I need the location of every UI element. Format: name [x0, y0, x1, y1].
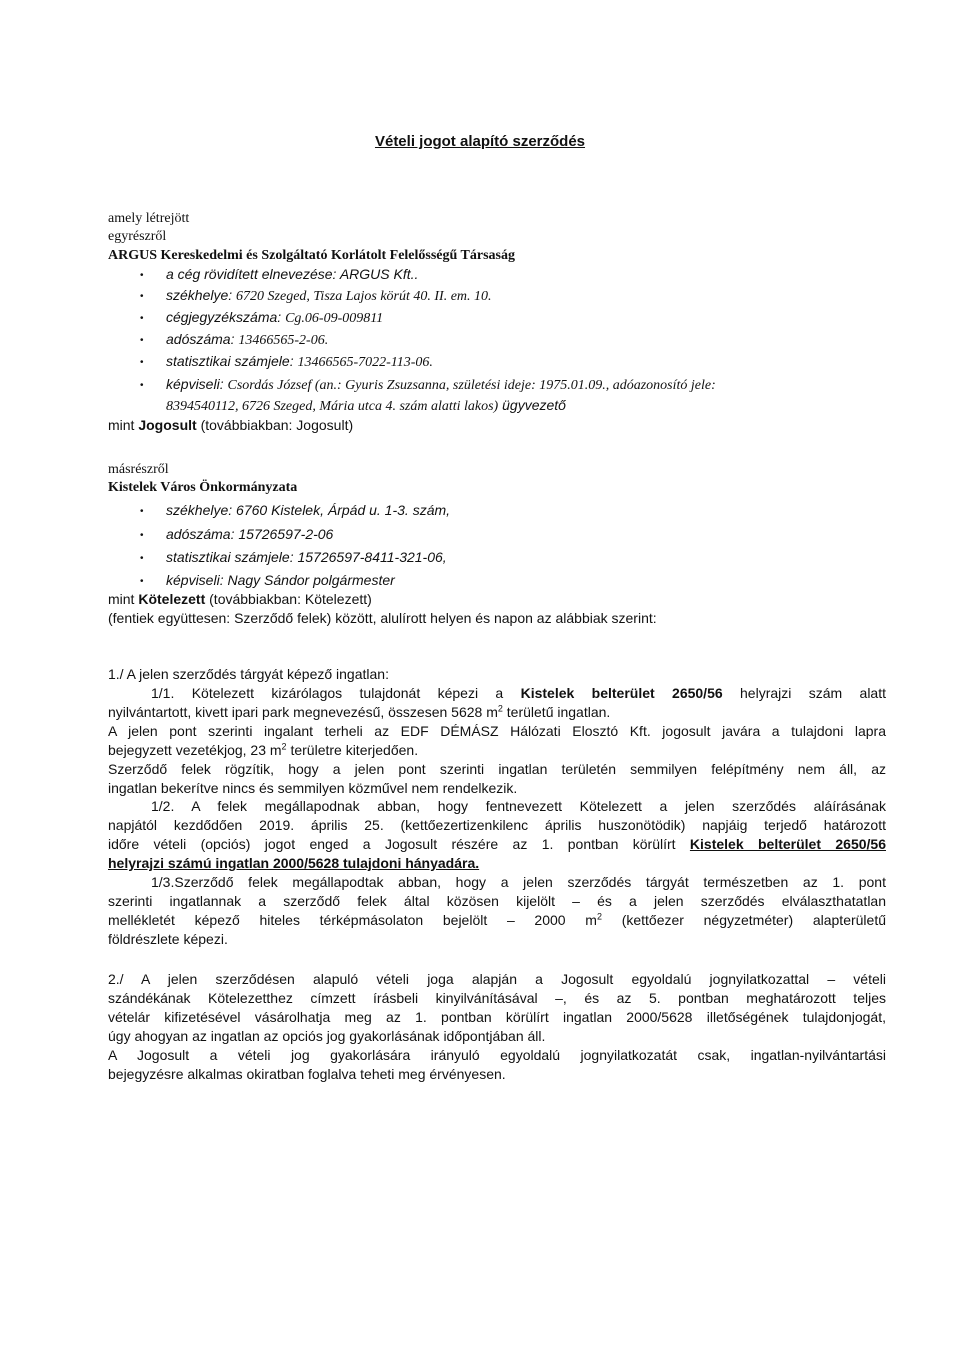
- superscript: 2: [596, 911, 602, 922]
- text-run: mellékletét képező hiteles térképmásolaton bejelölt – 2000 m: [108, 912, 597, 928]
- text-run: (kettőezer négyzetméter) alapterületű: [621, 912, 886, 928]
- as-prefix: mint: [108, 591, 135, 607]
- paragraph-line: napjától kezdődően 2019. április 25. (kettőezertizenkilenc április huszonötödik) napjáig terjedő határozott: [108, 817, 886, 833]
- party2-tax: adószáma: 15726597-2-06: [166, 526, 334, 542]
- rep-line-2: [166, 396, 566, 416]
- bullet-icon: •: [140, 380, 144, 391]
- jogosult-line: [108, 416, 353, 434]
- as-role: Jogosult: [138, 417, 197, 433]
- document-title: Vételi jogot alapító szerződés: [374, 133, 586, 150]
- seat-label: székhelye:: [166, 287, 233, 303]
- superscript: 2: [281, 741, 287, 752]
- paragraph-line: földrészlete képezi.: [108, 931, 228, 947]
- kotelezett-line: [108, 590, 372, 608]
- bullet-icon: •: [140, 506, 144, 517]
- paragraph-line: ingatlan bekerítve nincs és semmilyen közművel nem rendelkezik.: [108, 780, 518, 796]
- bullet-icon: •: [140, 291, 144, 302]
- intro-line: amely létrejött: [108, 211, 190, 226]
- paragraph-line: úgy ahogyan az ingatlan az opciós jog gyakorlásának időpontjában áll.: [108, 1028, 546, 1044]
- tax-line: [166, 330, 328, 350]
- stat-label: statisztikai számjele:: [166, 353, 294, 369]
- parcel-reference: Kistelek belterület 2650/56: [689, 836, 886, 852]
- paragraph-line: [108, 741, 418, 759]
- paragraph-line: A Jogosult a vételi jog gyakorlására irányuló egyoldalú jognyilatkozatát csak, ingatlan-nyilvántartási: [108, 1047, 886, 1063]
- bullet-icon: •: [140, 576, 144, 587]
- as-role: Kötelezett: [138, 591, 206, 607]
- as-suffix: (továbbiakban: Jogosult): [200, 417, 354, 433]
- text-run: területű ingatlan.: [506, 704, 611, 720]
- text-run: területre kiterjedően.: [290, 742, 419, 758]
- paragraph-line: A jelen pont szerinti ingalant terheli az EDF DÉMÁSZ Hálózati Elosztó Kft. jogosult javára a tulajdoni lapra: [108, 723, 886, 739]
- tax-label: adószáma:: [166, 331, 235, 347]
- tax-value: 13466565-2-06.: [238, 333, 329, 348]
- short-name-label: a cég rövidített elnevezése:: [166, 266, 337, 282]
- short-name-line: [166, 265, 418, 283]
- stat-value: 13466565-7022-113-06.: [297, 355, 433, 370]
- bullet-icon: •: [140, 357, 144, 368]
- together-line: (fentiek együttesen: Szerződő felek) között, alulírott helyen és napon az alábbiak szerint:: [108, 610, 657, 626]
- party2-name: Kistelek Város Önkormányzata: [108, 480, 298, 495]
- paragraph-line: 2./ A jelen szerződésen alapuló vételi joga alapján a Jogosult egyoldalú jognyilatkozattal – vételi: [108, 971, 886, 987]
- bullet-icon: •: [140, 313, 144, 324]
- party2-rep: képviseli: Nagy Sándor polgármester: [166, 572, 395, 588]
- paragraph-line: [151, 684, 886, 702]
- regno-line: [166, 308, 383, 328]
- regno-label: cégjegyzékszáma:: [166, 309, 282, 325]
- paragraph-line: [108, 835, 886, 853]
- company-name: ARGUS Kereskedelmi és Szolgáltató Korlátolt Felelősségű Társaság: [108, 248, 515, 263]
- text-run: helyrajzi szám alatt: [740, 685, 887, 701]
- text-run: bejegyzett vezetékjog, 23 m: [108, 742, 282, 758]
- party2-seat: székhelye: 6760 Kistelek, Árpád u. 1-3. szám,: [166, 502, 451, 518]
- bullet-icon: •: [140, 553, 144, 564]
- intro-line: egyrészről: [108, 229, 167, 244]
- paragraph-line: helyrajzi számú ingatlan 2000/5628 tulajdoni hányadára.: [108, 855, 480, 871]
- paragraph-line: [108, 703, 610, 721]
- paragraph-line: 1/3.Szerződő felek megállapodtak abban, hogy a jelen szerződés tárgyát természetben az 1. pont: [151, 874, 886, 890]
- stat-line: [166, 352, 433, 372]
- text-run: nyilvántartott, kivett ipari park megnevezésű, összesen 5628 m: [108, 704, 498, 720]
- paragraph-line: Szerződő felek rögzítik, hogy a jelen pont szerinti ingatlan területén semmilyen felépítmény nem áll, az: [108, 761, 886, 777]
- rep-address: 8394540112, 6726 Szeged, Mária utca 4. szám alatti lakos): [166, 399, 499, 414]
- paragraph-line: vételár kifizetésével vásárolhatja meg az 1. pontban körülírt ingatlan 2000/5628 illetőségének tulajdonjogát,: [108, 1009, 886, 1025]
- bullet-icon: •: [140, 270, 144, 281]
- rep-role: ügyvezető: [502, 397, 566, 413]
- short-name-value: ARGUS Kft..: [339, 266, 419, 282]
- rep-label: képviseli:: [166, 376, 224, 392]
- paragraph-line: szándékának Kötelezetthez címzett írásbeli kinyilvánításával –, és az 5. pontban meghatározott teljes: [108, 990, 886, 1006]
- seat-line: [166, 286, 492, 306]
- paragraph-line: szerinti ingatlannak a szerződő felek által közösen kijelölt – és a jelen szerződés elválaszthatatlan: [108, 893, 886, 909]
- rep-value: Csordás József (an.: Gyuris Zsuzsanna, születési ideje: 1975.01.09., adóazonosító jele:: [227, 378, 716, 393]
- as-suffix: (továbbiakban: Kötelezett): [209, 591, 372, 607]
- bullet-icon: •: [140, 335, 144, 346]
- text-run: időre vételi (opciós) jogot enged a Jogosult részére az 1. pontban körülírt: [108, 836, 676, 852]
- party2-stat: statisztikai számjele: 15726597-8411-321-06,: [166, 549, 447, 565]
- paragraph-line: 1/2. A felek megállapodnak abban, hogy fentnevezett Kötelezett a jelen szerződés aláírásának: [151, 798, 886, 814]
- parcel-reference: Kistelek belterület 2650/56: [520, 685, 723, 701]
- seat-value: 6720 Szeged, Tisza Lajos körút 40. II. em. 10.: [236, 289, 492, 304]
- paragraph-line: bejegyzésre alkalmas okiratban foglalva teheti meg érvényesen.: [108, 1066, 506, 1082]
- superscript: 2: [497, 703, 503, 714]
- as-prefix: mint: [108, 417, 135, 433]
- rep-line: [166, 375, 716, 395]
- party2-line: másrészről: [108, 462, 169, 477]
- regno-value: Cg.06-09-009811: [285, 311, 384, 326]
- bullet-icon: •: [140, 530, 144, 541]
- section1-heading: 1./ A jelen szerződés tárgyát képező ingatlan:: [108, 666, 389, 682]
- text-run: 1/1. Kötelezett kizárólagos tulajdonát képezi a: [151, 685, 504, 701]
- paragraph-line: [108, 911, 886, 929]
